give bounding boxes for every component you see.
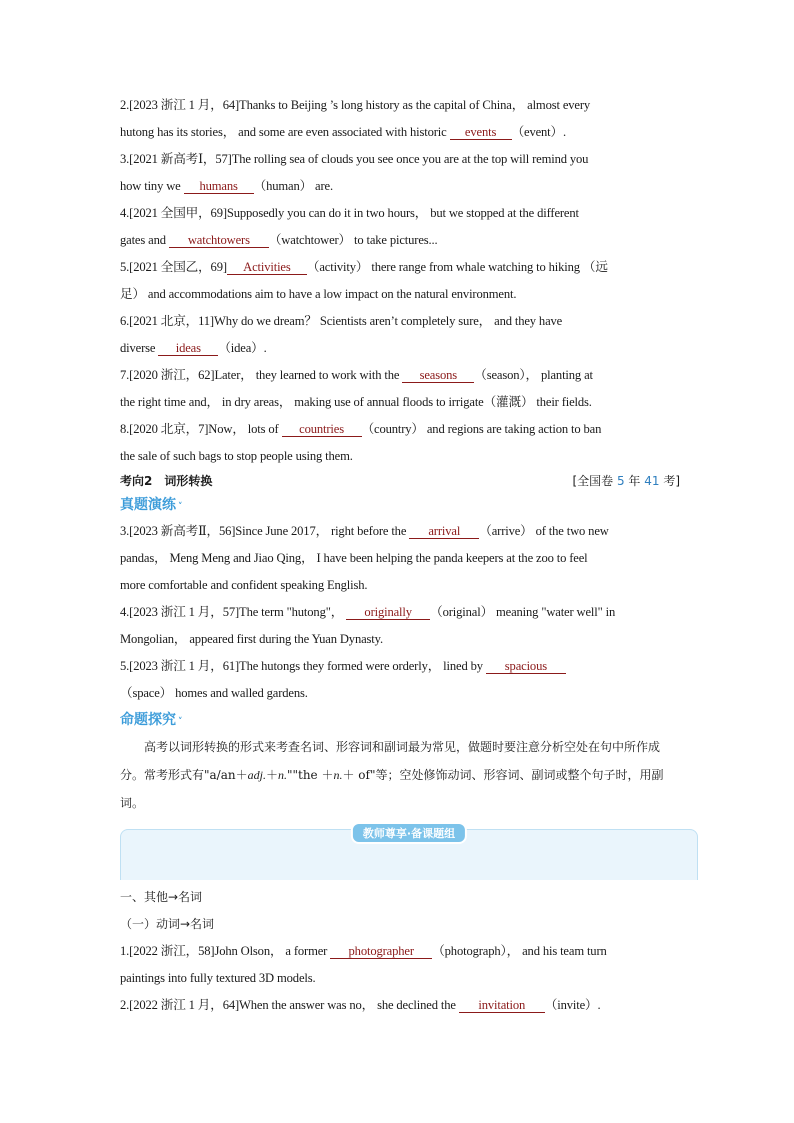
answer-blank: arrival — [409, 524, 479, 539]
answer-blank: seasons — [402, 368, 474, 383]
exercise-p5: 5.[2023 浙江 1 月，61]The hutongs they formed were orderly， lined by spacious （space） homes and walled gardens. — [120, 653, 680, 707]
exercise-p4: 4.[2023 浙江 1 月，57]The term "hutong"， originally （original） meaning "water well" in Mongolian， appeared first during the Yuan Dynasty. — [120, 605, 616, 646]
document-page — [120, 92, 680, 1019]
answer-blank: countries — [282, 422, 362, 437]
answer-blank: photographer — [330, 944, 432, 959]
chevron-down-icon: ˅ — [178, 502, 183, 512]
zhenti-heading: 真题演练 ˅ — [120, 497, 183, 513]
q2-line1: 2.[2023 浙江 1 月，64]Thanks to Beijing ’s long history as the capital of China， almost every — [120, 98, 591, 112]
answer-blank: events — [450, 125, 512, 140]
exercise-q7: 7.[2020 浙江，62]Later， they learned to work with the seasons （season）， planting at the right time and， in dry areas， making use of annual floods to irrigate（灌溉） their fields. — [120, 368, 593, 409]
mingti-heading: 命题探究 ˅ — [120, 712, 183, 728]
chevron-down-icon: ˅ — [178, 717, 183, 727]
section-title: 考向2 词形转换 — [120, 474, 213, 488]
explanation-note: 高考以词形转换的形式来考查名词、形容词和副词最为常见，做题时要注意分析空处在句中所作成分。常考形式有"a/an＋adj.＋n.""the ＋n.＋ of"等；空处修饰动词、形容词、副词或整个句子时，用副词。 — [120, 740, 664, 810]
answer-blank: Activities — [227, 260, 307, 275]
exercise-q8: 8.[2020 北京，7]Now， lots of countries （country） and regions are taking action to ban the sale of such bags to stop people using them. — [120, 422, 602, 463]
exercise-q4: 4.[2021 全国甲，69]Supposedly you can do it in two hours， but we stopped at the different gates and watchtowers （watchtower） to take pictures... — [120, 206, 579, 247]
answer-blank: humans — [184, 179, 254, 194]
q3-line1: 3.[2021 新高考Ⅰ，57]The rolling sea of clouds you see once you are at the top will remind you — [120, 152, 589, 166]
exercise-q2: 2.[2023 浙江 1 月，64]Thanks to Beijing ’s long history as the capital of China， almost every hutong has its stories， and some are even associated with historic events （event）. — [120, 92, 680, 146]
answer-blank: watchtowers — [169, 233, 269, 248]
section-tag: [全国卷 5 年 41 考] — [572, 474, 680, 488]
exercise-p3: 3.[2023 新高考Ⅱ，56]Since June 2017， right before the arrival （arrive） of the two new pandas， Meng Meng and Jiao Qing， I have been helping the panda keepers at the zoo to feel more comfortable and confident speaking English. — [120, 524, 609, 592]
exercise-r1: 1.[2022 浙江，58]John Olson， a former photographer （photograph）， and his team turn paintings into fully textured 3D models. — [120, 944, 607, 985]
q2-line2: hutong has its stories， and some are even associated with historic — [120, 125, 450, 139]
answer-blank: ideas — [158, 341, 218, 356]
exercise-q5: 5.[2021 全国乙，69] Activities （activity） there range from whale watching to hiking （远 足） and accommodations aim to have a low impact on the natural environment. — [120, 260, 608, 301]
category-heading: 一、其他→名词 — [120, 890, 203, 904]
subcategory-heading: （一）动词→名词 — [120, 917, 215, 931]
answer-blank: invitation — [459, 998, 545, 1013]
answer-blank: originally — [346, 605, 430, 620]
teacher-label: 教师尊享·备课题组 — [351, 822, 467, 844]
section-header — [120, 470, 680, 492]
exercise-q6: 6.[2021 北京，11]Why do we dream？ Scientists aren’t completely sure， and they have diverse ideas （idea）. — [120, 314, 563, 355]
teacher-box — [120, 829, 698, 880]
exercise-r2: 2.[2022 浙江 1 月，64]When the answer was no， she declined the invitation （invite）. — [120, 998, 601, 1012]
answer-blank: spacious — [486, 659, 566, 674]
exercise-q3: 3.[2021 新高考Ⅰ，57]The rolling sea of clouds you see once you are at the top will remind you how tiny we humans （human） are. — [120, 146, 680, 200]
